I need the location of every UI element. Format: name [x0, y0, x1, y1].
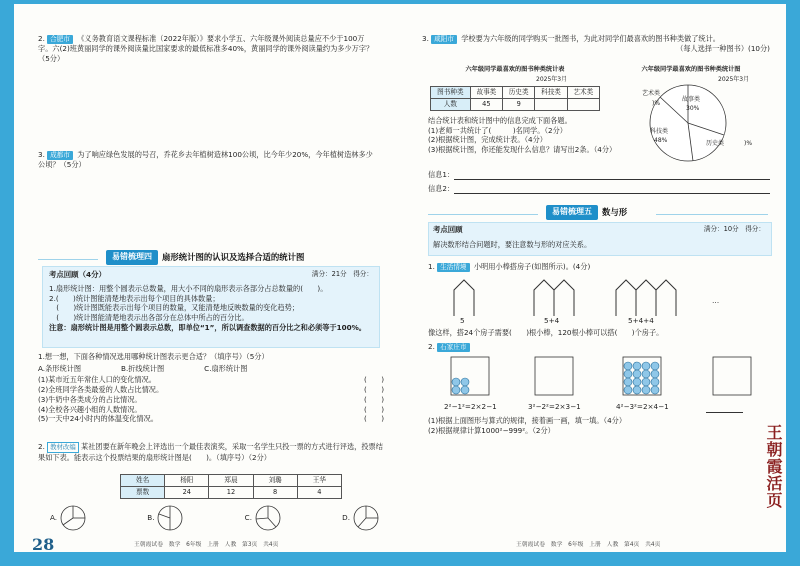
pie-choice-icon — [59, 504, 87, 532]
pie-label-tech: 科技类 — [650, 128, 669, 135]
sub-text: (1)根据上面图形与算式的规律，接着画一画，填一填。（4分） — [428, 416, 627, 425]
review-box-5 — [428, 222, 772, 256]
answer-paren[interactable]: ( ) — [364, 375, 384, 385]
left-footer: 王朝霞试卷 数学 6年级 上册 人教 第3页 共4页 — [134, 542, 279, 548]
pie-title: 六年级同学最喜欢的图书种类统计图 — [641, 66, 741, 73]
answer-paren[interactable]: ( ) — [364, 414, 384, 424]
pie-choice-icon — [352, 504, 380, 532]
choice-c[interactable] — [245, 504, 282, 532]
section-4-banner — [106, 250, 304, 265]
review-item: 1.扇形统计图：用整个圆表示总数量，用大小不同的扇形表示各部分占总数量的( )。 — [49, 284, 328, 293]
info-2-row — [428, 184, 770, 194]
table-header: 艺术类 — [567, 87, 599, 99]
city-tag: 石家庄市 — [437, 343, 469, 352]
formula: 2²−1²=2×2−1 — [444, 402, 497, 411]
review-item: ( )统计图能清楚地表示出各部分在总体中所占的百分比。 — [49, 313, 249, 323]
table-cell: 9 — [503, 98, 535, 110]
table-header: 姓名 — [121, 475, 165, 487]
pie-choices — [50, 504, 380, 532]
context-tag: 生活情境 — [437, 263, 469, 272]
formula-row — [436, 402, 770, 412]
sub-item-row — [38, 395, 384, 405]
option-a: A.条形统计图 — [38, 363, 82, 373]
table-cell: 24 — [165, 486, 209, 498]
table-cell: 12 — [209, 486, 253, 498]
table-header: 刘璐 — [253, 475, 297, 487]
choice-label: C. — [244, 513, 252, 523]
table-row-label: 人数 — [431, 98, 471, 110]
section-title: 数与形 — [602, 206, 628, 217]
choice-d[interactable] — [342, 504, 380, 532]
section-divider-left — [38, 259, 98, 260]
sub-text: 结合统计表和统计图中的信息完成下面各题。 — [428, 116, 572, 125]
answer-paren[interactable]: ( ) — [364, 385, 384, 395]
caption: 5+4 — [544, 316, 560, 325]
caption: 5 — [460, 316, 465, 325]
sub-item-row — [38, 414, 384, 424]
sub-text: (1)老师一共统计了( )名同学。（2分） — [428, 125, 567, 135]
section-5-banner — [546, 205, 627, 220]
section-divider-right-a — [428, 214, 538, 215]
score-line: 满分：21分 得分： — [311, 270, 373, 278]
info-2-answer-line[interactable] — [454, 184, 770, 194]
choice-b[interactable] — [147, 504, 184, 532]
review-item: 注意：扇形统计图是用整个圆表示总数，即单位“1”，所以调查数据的百分比之和必须等于100%。 — [49, 322, 366, 332]
pie-label-history: 历史类 — [706, 140, 725, 147]
pie-choice-icon — [254, 504, 282, 532]
table-cell: 4 — [297, 486, 341, 498]
formula: 3²−2²=2×3−1 — [528, 402, 581, 411]
review-item: ( )统计图既能表示出每个项目的数量，又能清楚地反映数量的变化趋势； — [49, 303, 299, 313]
option-b: B.折线统计图 — [121, 363, 165, 373]
table-cell[interactable] — [567, 98, 599, 110]
right-question-3 — [422, 34, 770, 54]
left-question-3 — [38, 150, 378, 170]
section-pill: 易错梳理五 — [546, 205, 598, 220]
stick-houses-figure — [446, 276, 696, 318]
city-tag: 合肥市 — [47, 35, 73, 44]
brand-logo: 王朝霞活页 — [764, 424, 783, 509]
question-note: （每人选择一种图书）(10分) — [676, 43, 770, 53]
review-items — [49, 284, 373, 333]
info-2-label: 信息2： — [428, 184, 455, 193]
table-cell: 45 — [470, 98, 502, 110]
table-cell: 8 — [253, 486, 297, 498]
question-number: 2. — [38, 442, 45, 451]
question-text: 某社团要在新年晚会上评选出一个最佳表演奖，采取一名学生只投一票的方式进行评选，投票结果如下表。能表示这个投票结果的扇形统计图是( )。（填序号）（2分） — [38, 442, 383, 462]
choice-label: A. — [50, 513, 58, 523]
worksheet-page — [14, 4, 786, 552]
sub-text: (2)根据统计图，完成统计表。（4分） — [428, 135, 547, 145]
table-row-label: 票数 — [121, 486, 165, 498]
question-text: 小明用小棒搭房子(如图所示)。(4分) — [473, 262, 591, 271]
sub-item: (4)全校各兴趣小组的人数情况。 — [38, 404, 142, 414]
sub-item-row — [38, 375, 384, 385]
table-header: 王华 — [297, 475, 341, 487]
answer-paren[interactable]: ( ) — [364, 394, 384, 404]
choice-a[interactable] — [50, 504, 87, 532]
sub-item-row — [38, 405, 384, 415]
question-text: 为了响应绿色发展的号召，乔花乡去年植树造林100公顷，比今年少20%，今年植树造林多少公顷？（5分） — [38, 150, 373, 169]
pie-label-story: 故事类 — [682, 96, 701, 103]
table-header: 科技类 — [535, 87, 567, 99]
review-item: 2.( )统计图能清楚地表示出每个项目的具体数量； — [49, 293, 220, 303]
pie-label-art-pct: )% — [652, 100, 661, 107]
left-question-2 — [38, 34, 378, 63]
table-title: 六年级同学最喜欢的图书种类统计表 — [465, 66, 565, 73]
right-question-1 — [428, 262, 768, 272]
square-figure-4 — [712, 356, 752, 396]
question-text: 学校要为六年级的同学购买一批图书，为此对同学们最喜欢的图书种类做了统计。 — [461, 34, 720, 43]
table-header: 图书种类 — [431, 87, 471, 99]
square-figure-2 — [534, 356, 574, 396]
sub-text: (3)根据统计图，你还能发现什么信息？请写出2条。（4分） — [428, 145, 617, 155]
table-header: 故事类 — [470, 87, 502, 99]
question-number: 3. — [38, 150, 45, 159]
sub-item: (1)某市近五年常住人口的变化情况。 — [38, 375, 156, 385]
stick-house-question: 像这样，搭24个房子需要( )根小棒，120根小棒可以搭( )个房子。 — [428, 328, 664, 337]
left-question-1 — [38, 352, 384, 424]
table-header: 历史类 — [503, 87, 535, 99]
pie-label-story-pct: 30% — [686, 105, 700, 112]
sub-item-row — [38, 385, 384, 395]
pie-label-tech-pct: 48% — [654, 137, 668, 144]
answer-paren[interactable]: ( ) — [364, 404, 384, 414]
square-figure-1 — [450, 356, 490, 396]
square-figure-3 — [622, 356, 662, 396]
review-head: 考点回顾 — [433, 225, 463, 234]
review-head: 考点回顾（4分） — [49, 270, 106, 279]
q2-subquestions — [428, 416, 768, 435]
source-tag: 教材改编 — [47, 442, 79, 453]
info-1-answer-line[interactable] — [454, 170, 770, 180]
question-number: 2. — [38, 34, 45, 43]
option-row — [38, 364, 384, 374]
option-c: C.扇形统计图 — [204, 363, 248, 373]
pie-date: 2025年3月 — [718, 76, 750, 83]
review-text: 解决数形结合问题时，要注意数与形的对应关系。 — [433, 240, 592, 249]
formula-blank[interactable] — [706, 402, 743, 413]
sub-text: (2)根据规律计算1000²−999²。（2分） — [428, 425, 555, 435]
choice-label: B. — [147, 513, 155, 523]
pie-label-art: 艺术类 — [642, 90, 661, 97]
table-header: 杨阳 — [165, 475, 209, 487]
question-number: 3. — [422, 34, 429, 43]
formula: 4²−3²=2×4−1 — [616, 402, 669, 411]
right-footer: 王朝霞试卷 数学 6年级 上册 人教 第4页 共4页 — [516, 542, 661, 548]
choice-label: D. — [342, 513, 350, 523]
city-tag: 咸阳市 — [431, 35, 457, 44]
review-box — [42, 266, 380, 348]
table-cell[interactable] — [535, 98, 567, 110]
stick-house-captions — [446, 296, 746, 326]
caption: 5+4+4 — [628, 316, 654, 325]
page-number: 28 — [32, 535, 55, 554]
section-title: 扇形统计图的认识及选择合适的统计图 — [162, 251, 305, 262]
vote-table — [120, 474, 342, 499]
q3-subquestions — [428, 116, 640, 155]
pie-choice-icon — [156, 504, 184, 532]
city-tag: 成都市 — [47, 151, 73, 160]
pie-label-history-pct: )% — [744, 140, 753, 147]
ellipsis: … — [712, 296, 720, 305]
question-text: 《义务教育语文课程标准（2022年版）》要求小学五、六年级课外阅读总量应不少于100万字。六(2)班黄丽同学的课外阅读量比国家要求的最低标准多40%，黄丽同学的课外阅读量约为多少万字？（5分） — [38, 34, 374, 63]
question-number: 1. — [428, 262, 435, 271]
section-pill: 易错梳理四 — [106, 250, 158, 265]
table-header: 郑晨 — [209, 475, 253, 487]
sub-item: (5)一天中24小时内的体温变化情况。 — [38, 414, 158, 424]
section-divider-right-b — [656, 214, 768, 215]
question-number: 2. — [428, 342, 435, 351]
table-date: 2025年3月 — [536, 76, 568, 83]
book-table — [430, 86, 600, 111]
info-1-label: 信息1： — [428, 170, 455, 179]
left-question-2b — [38, 442, 384, 462]
square-pattern-figure — [450, 356, 770, 400]
sub-item: (2)全班同学各类最爱的人数占比情况。 — [38, 385, 164, 395]
info-1-row — [428, 170, 770, 180]
right-question-2 — [428, 342, 472, 352]
sub-item: (3)牛奶中各类成分的占比情况。 — [38, 394, 142, 404]
question-text: 1.想一想，下面各种情况选用哪种统计图表示更合适？（填序号）（5分） — [38, 352, 269, 361]
score-line: 满分：10分 得分： — [703, 225, 765, 233]
